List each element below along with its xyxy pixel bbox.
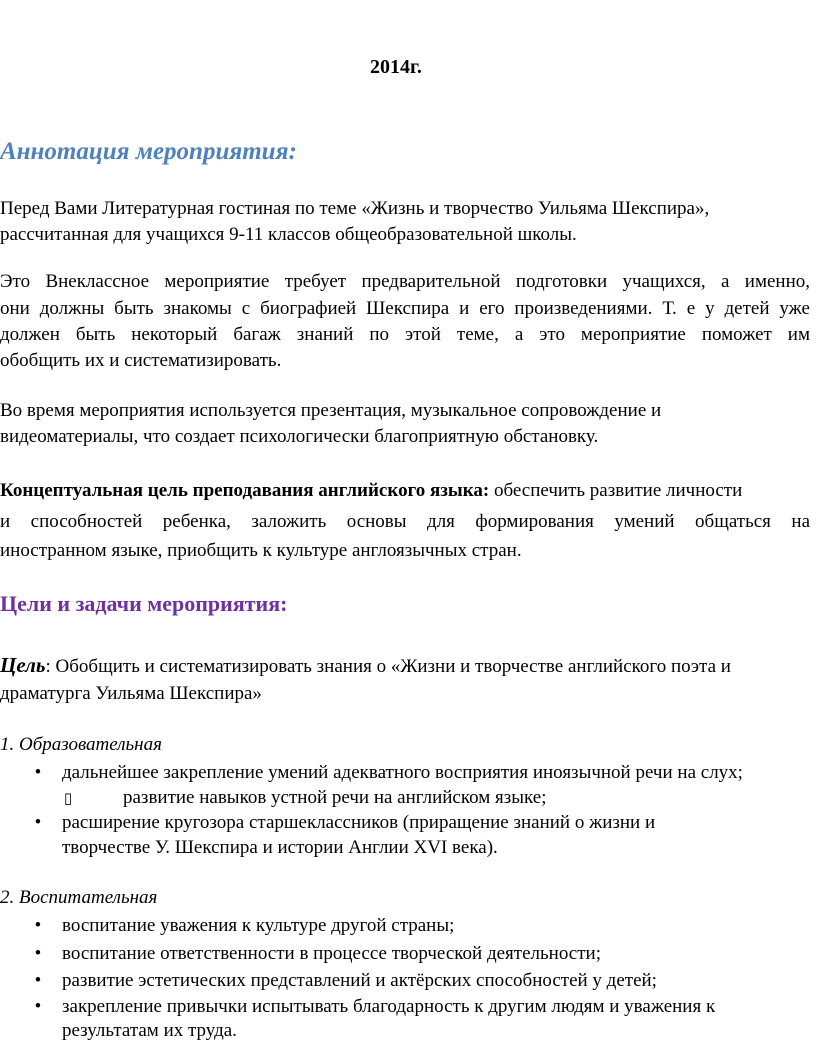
bullet-icon: • — [34, 762, 42, 783]
goals-heading: Цели и задачи мероприятия: — [0, 591, 288, 616]
annotation-p2-line1: Это Внеклассное мероприятие требует предварительной подготовки учащихся, а именно, — [0, 271, 810, 292]
year-heading: 2014г. — [370, 56, 422, 78]
goal-line1 — [0, 650, 731, 682]
section1-title: 1. Образовательная — [0, 734, 162, 755]
bullet-icon: • — [34, 812, 42, 833]
section2-item2: воспитание ответственности в процессе творческой деятельности; — [62, 943, 601, 964]
annotation-p2-line3: должен быть некоторый багаж знаний по этой теме, а это мероприятие поможет им — [0, 324, 810, 345]
concept-line2: и способностей ребенка, заложить основы для формирования умений общаться на — [0, 511, 810, 532]
section1-item2: развитие навыков устной речи на английском языке; — [123, 787, 547, 808]
bullet-icon: • — [34, 996, 42, 1017]
concept-label: Концептуальная цель преподавания английского языка: — [0, 480, 490, 501]
concept-line3: иностранном языке, приобщить к культуре англоязычных стран. — [0, 540, 522, 561]
goal-line2: драматурга Уильяма Шекспира» — [0, 683, 262, 704]
goal-label: Цель — [0, 653, 46, 677]
section1-item1: дальнейшее закрепление умений адекватного восприятия иноязычной речи на слух; — [62, 762, 743, 783]
section2-item3: развитие эстетических представлений и актёрских способностей у детей; — [62, 970, 657, 991]
annotation-heading: Аннотация мероприятия: — [0, 138, 297, 165]
annotation-p1-line2: рассчитанная для учащихся 9-11 классов общеобразовательной школы. — [0, 224, 577, 245]
section1-item3-line1: расширение кругозора старшеклассников (приращение знаний о жизни и — [62, 812, 656, 833]
section1-item3-line2: творчестве У. Шекспира и истории Англии XVI века). — [62, 837, 498, 858]
bullet-icon: • — [34, 970, 42, 991]
section2-item4-line2: результатам их труда. — [62, 1020, 237, 1041]
concept-line1 — [0, 476, 742, 506]
bullet-icon: • — [34, 915, 42, 936]
annotation-p3-line1: Во время мероприятия используется презентация, музыкальное сопровождение и — [0, 400, 662, 421]
section2-item1: воспитание уважения к культуре другой страны; — [62, 915, 455, 936]
section2-title: 2. Воспитательная — [0, 887, 158, 908]
missing-glyph-icon: ▯ — [63, 789, 73, 807]
annotation-p2-line4: обобщить их и систематизировать. — [0, 350, 282, 371]
goal-colon: : — [45, 656, 51, 677]
goal-text: Обобщить и систематизировать знания о «Жизни и творчестве английского поэта и — [50, 656, 731, 677]
annotation-p1-line1: Перед Вами Литературная гостиная по теме «Жизнь и творчество Уильяма Шекспира», — [0, 198, 710, 219]
section2-item4-line1: закрепление привычки испытывать благодарность к другим людям и уважения к — [62, 996, 716, 1017]
concept-text: обеспечить развитие личности — [489, 480, 743, 501]
annotation-p3-line2: видеоматериалы, что создает психологически благоприятную обстановку. — [0, 426, 599, 447]
annotation-p2-line2: они должны быть знакомы с биографией Шекспира и его произведениями. Т. е у детей уже — [0, 298, 810, 319]
bullet-icon: • — [34, 943, 42, 964]
